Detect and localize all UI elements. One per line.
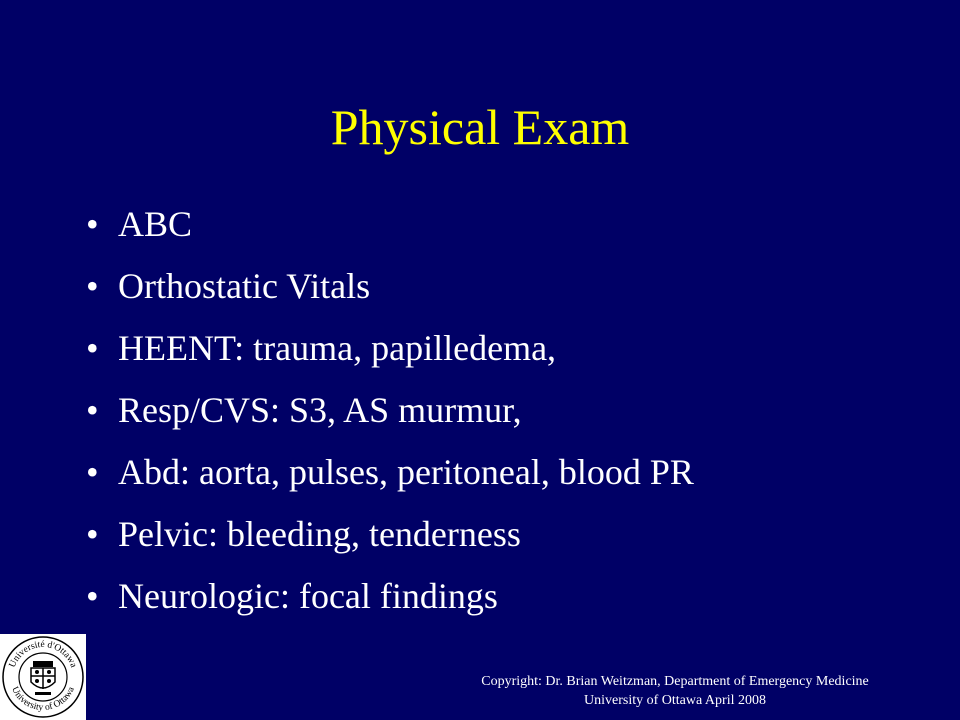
copyright-line-2: University of Ottawa April 2008 bbox=[584, 693, 766, 708]
slide-title: Physical Exam bbox=[330, 99, 630, 155]
university-seal-icon bbox=[0, 634, 86, 720]
bullet-item bbox=[86, 452, 694, 492]
bullet-text: Neurologic: focal findings bbox=[118, 576, 498, 616]
bullet-text: Orthostatic Vitals bbox=[118, 266, 371, 306]
bullet-dot: • bbox=[86, 266, 99, 306]
bullet-item bbox=[86, 328, 694, 368]
bullet-item bbox=[86, 576, 694, 616]
bullet-list bbox=[86, 204, 694, 638]
bullet-text: Resp/CVS: S3, AS murmur, bbox=[118, 390, 522, 430]
bullet-text: Pelvic: bleeding, tenderness bbox=[118, 514, 521, 554]
copyright-footer bbox=[430, 672, 920, 710]
bullet-text: HEENT: trauma, papilledema, bbox=[118, 328, 557, 368]
bullet-dot: • bbox=[86, 328, 99, 368]
seal-bottom-text: University of Ottawa bbox=[9, 685, 77, 714]
bullet-item bbox=[86, 204, 694, 244]
bullet-text: Abd: aorta, pulses, peritoneal, blood PR bbox=[118, 452, 694, 492]
bullet-item bbox=[86, 390, 694, 430]
bullet-dot: • bbox=[86, 514, 99, 554]
bullet-dot: • bbox=[86, 390, 99, 430]
seal-top-text: Université d'Ottawa bbox=[7, 639, 79, 670]
bullet-dot: • bbox=[86, 204, 99, 244]
bullet-text: ABC bbox=[118, 204, 193, 244]
bullet-dot: • bbox=[86, 576, 99, 616]
bullet-dot: • bbox=[86, 452, 99, 492]
bullet-item bbox=[86, 266, 694, 306]
bullet-item bbox=[86, 514, 694, 554]
copyright-line-1: Copyright: Dr. Brian Weitzman, Department of Emergency Medicine bbox=[481, 674, 869, 689]
